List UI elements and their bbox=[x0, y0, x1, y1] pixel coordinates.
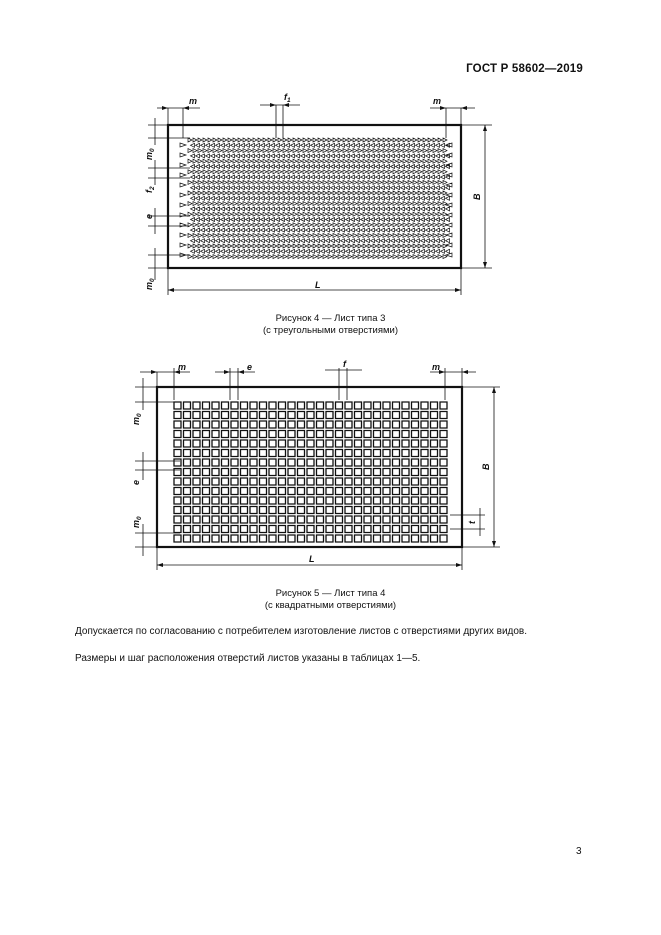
dim-label-f2: $f_2$ bbox=[144, 186, 156, 193]
paragraph-other-holes: Допускается по согласованию с потребителем изготовление листов с отверстиями других видов. bbox=[75, 626, 528, 637]
document-header: ГОСТ Р 58602—2019 bbox=[466, 63, 583, 75]
figure-5-caption-subtitle: (с квадратными отверстиями) bbox=[264, 600, 397, 611]
dim-label-B: B bbox=[481, 463, 491, 470]
dim-label-m0-bottom: $m_0$ bbox=[131, 516, 143, 528]
figure-4-caption-title: Рисунок 4 — Лист типа 3 bbox=[275, 313, 386, 324]
dim-label-e-left: e bbox=[131, 479, 141, 485]
figure-5-caption bbox=[0, 588, 661, 612]
dim-label-m0-bottom: $m_0$ bbox=[144, 278, 156, 290]
dim-label-f: f bbox=[343, 359, 346, 369]
figure-5-caption-title: Рисунок 5 — Лист типа 4 bbox=[275, 588, 386, 599]
square-holes bbox=[174, 402, 447, 542]
dim-label-m-left: m bbox=[189, 96, 198, 106]
square-holes-pattern bbox=[174, 402, 447, 542]
dim-label-m0-top: $m_0$ bbox=[131, 413, 143, 425]
dim-label-m-left: m bbox=[178, 362, 187, 372]
dim-label-B: B bbox=[472, 193, 482, 200]
dim-label-m0-top: $m_0$ bbox=[144, 148, 156, 160]
dim-label-e: e bbox=[144, 213, 154, 219]
dim-label-m-right: m bbox=[432, 362, 441, 372]
dim-label-f1: $f_1$ bbox=[284, 92, 291, 104]
paragraph-tables-reference: Размеры и шаг расположения отверстий листов указаны в таблицах 1—5. bbox=[75, 653, 421, 664]
figure-4-caption-subtitle: (с треугольными отверстиями) bbox=[263, 325, 398, 336]
dim-label-t: t bbox=[467, 521, 477, 524]
dim-label-m-right: m bbox=[433, 96, 442, 106]
page-number: 3 bbox=[576, 846, 582, 857]
dim-label-e-top: e bbox=[247, 362, 253, 372]
dim-label-L: L bbox=[315, 280, 321, 290]
dim-label-L: L bbox=[309, 554, 315, 564]
